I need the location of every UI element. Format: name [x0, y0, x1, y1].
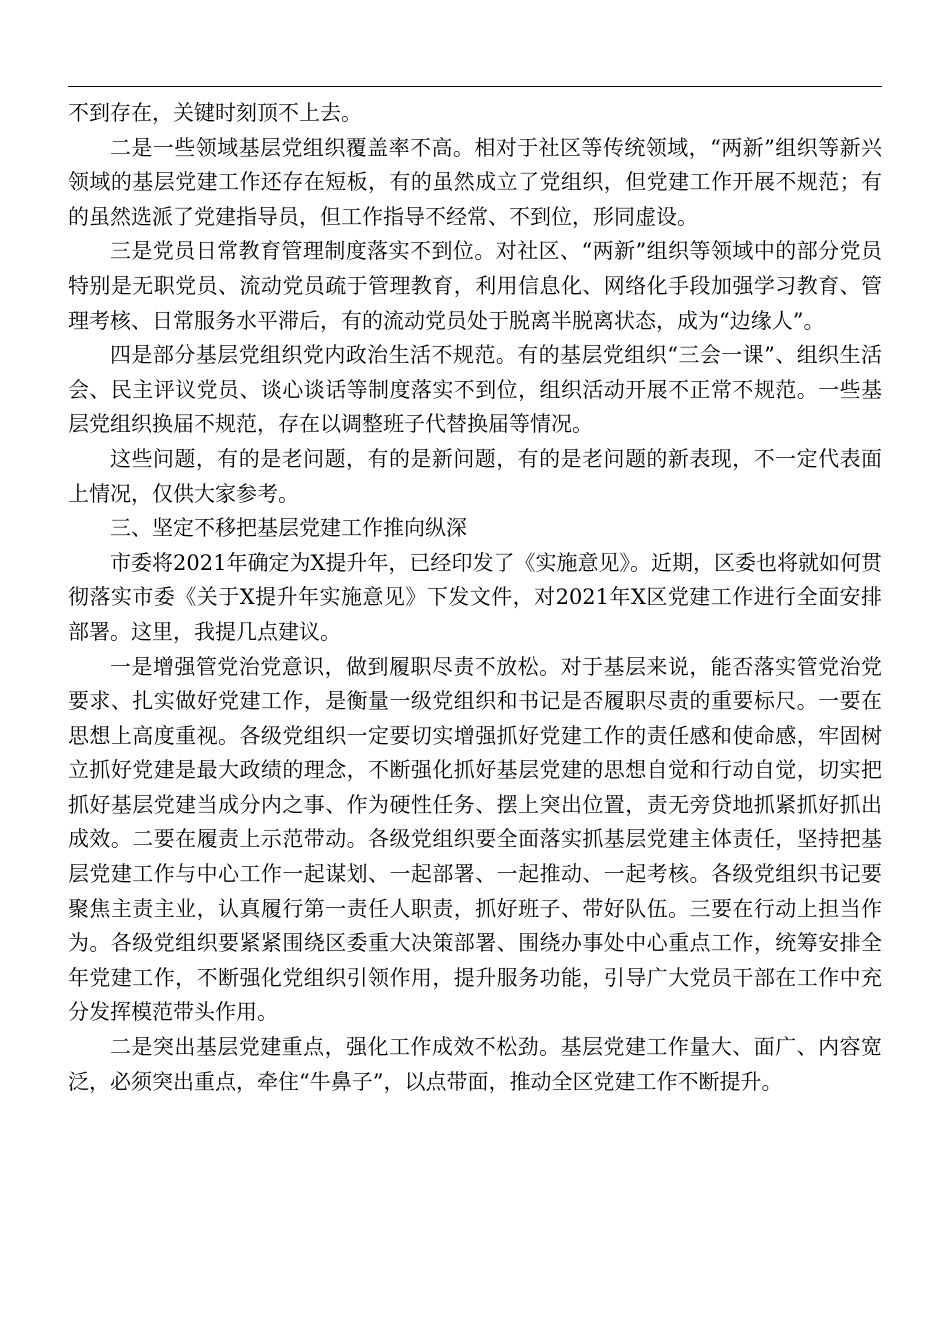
paragraph-summary: 这些问题，有的是老问题，有的是新问题，有的是老问题的新表现，不一定代表面上情况，仅供大家参考。	[68, 446, 882, 506]
paragraph-education: 三是党员日常教育管理制度落实不到位。对社区、“两新”组织等领域中的部分党员特别是无职党员、流动党员疏于管理教育，利用信息化、网络化手段加强学习教育、管理考核、日常服务水平滞后，有的流动党员处于脱离半脱离状态，成为“边缘人”。	[68, 239, 882, 333]
paragraph-point-one: 一是增强管党治党意识，做到履职尽责不放松。对于基层来说，能否落实管党治党要求、扎实做好党建工作，是衡量一级党组织和书记是否履职尽责的重要标尺。一要在思想上高度重视。各级党组织一定要切实增强抓好党建工作的责任感和使命感，牢固树立抓好党建是最大政绩的理念，不断强化抓好基层党建的思想自觉和行动自觉，切实把抓好基层党建当成分内之事、作为硬性任务、摆上突出位置，责无旁贷地抓紧抓好抓出成效。二要在履责上示范带动。各级党组织要全面落实抓基层党建主体责任，坚持把基层党建工作与中心工作一起谋划、一起部署、一起推动、一起考核。各级党组织书记要聚焦主责主业，认真履行第一责任人职责，抓好班子、带好队伍。三要在行动上担当作为。各级党组织要紧紧围绕区委重大决策部署、围绕办事处中心重点工作，统筹安排全年党建工作，不断强化党组织引领作用，提升服务功能，引导广大党员干部在工作中充分发挥模范带头作用。	[68, 654, 882, 1025]
paragraph-continuation: 不到存在，关键时刻顶不上去。	[68, 101, 362, 125]
document-body	[68, 96, 882, 1099]
header-rule	[68, 86, 882, 87]
paragraph-coverage: 二是一些领域基层党组织覆盖率不高。相对于社区等传统领域，“两新”组织等新兴领域的基层党建工作还存在短板，有的虽然成立了党组织，但党建工作开展不规范；有的虽然选派了党建指导员，但工作指导不经常、不到位，形同虚设。	[68, 135, 882, 229]
paragraph-city-plan: 市委将2021年确定为X提升年，已经印发了《实施意见》。近期，区委也将就如何贯彻落实市委《关于X提升年实施意见》下发文件，对2021年X区党建工作进行全面安排部署。这里，我提几点建议。	[68, 550, 882, 644]
section-heading: 三、坚定不移把基层党建工作推向纵深	[110, 516, 467, 541]
paragraph-point-two: 二是突出基层党建重点，强化工作成效不松劲。基层党建工作量大、面广、内容宽泛，必须突出重点，牵住“牛鼻子”，以点带面，推动全区党建工作不断提升。	[68, 1035, 882, 1094]
paragraph-political-life: 四是部分基层党组织党内政治生活不规范。有的基层党组织“三会一课”、组织生活会、民主评议党员、谈心谈话等制度落实不到位，组织活动开展不正常不规范。一些基层党组织换届不规范，存在以调整班子代替换届等情况。	[68, 343, 882, 437]
